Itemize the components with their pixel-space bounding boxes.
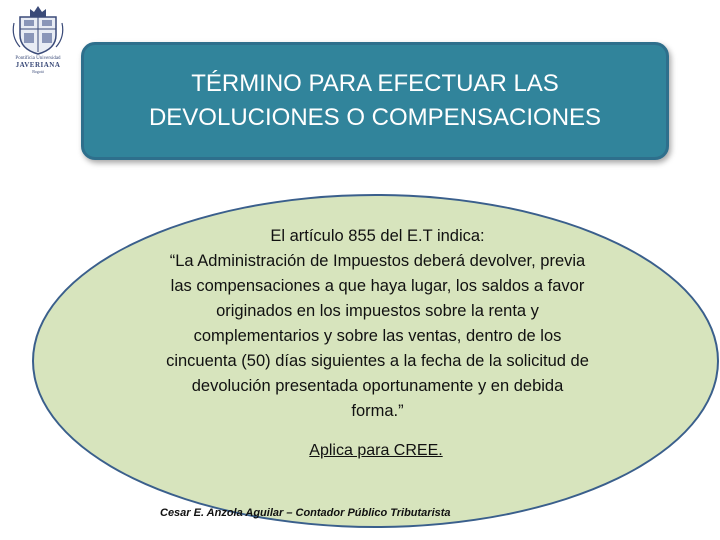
logo-line-3: Bogotá: [32, 69, 44, 74]
article-line: las compensaciones a que haya lugar, los saldos a favor: [170, 277, 585, 295]
title-line-2: DEVOLUCIONES O COMPENSACIONES: [148, 104, 602, 131]
logo-line-1: Pontificia Universidad: [15, 56, 61, 61]
university-logo: [8, 3, 68, 75]
cree-note: Aplica para CREE.: [309, 442, 443, 459]
article-line: devolución presentada oportunamente y en debida: [191, 377, 564, 395]
crest-icon: [8, 3, 68, 55]
article-line: El artículo 855 del E.T indica:: [270, 227, 485, 245]
article-line: complementarios y sobre las ventas, dentro de los: [193, 327, 562, 345]
article-line: cincuenta (50) días siguientes a la fecha de la solicitud de: [166, 352, 589, 370]
footer-author: Cesar E. Anzola Aguilar – Contador Público Tributarista: [160, 507, 451, 519]
title-box: [81, 42, 669, 160]
title-line-1: TÉRMINO PARA EFECTUAR LAS: [191, 70, 559, 97]
article-line: originados en los impuestos sobre la renta y: [216, 302, 539, 320]
article-line: forma.”: [351, 402, 404, 420]
article-text: [130, 224, 625, 424]
logo-line-2: JAVERIANA: [15, 61, 61, 69]
article-line: “La Administración de Impuestos deberá devolver, previa: [169, 252, 586, 270]
